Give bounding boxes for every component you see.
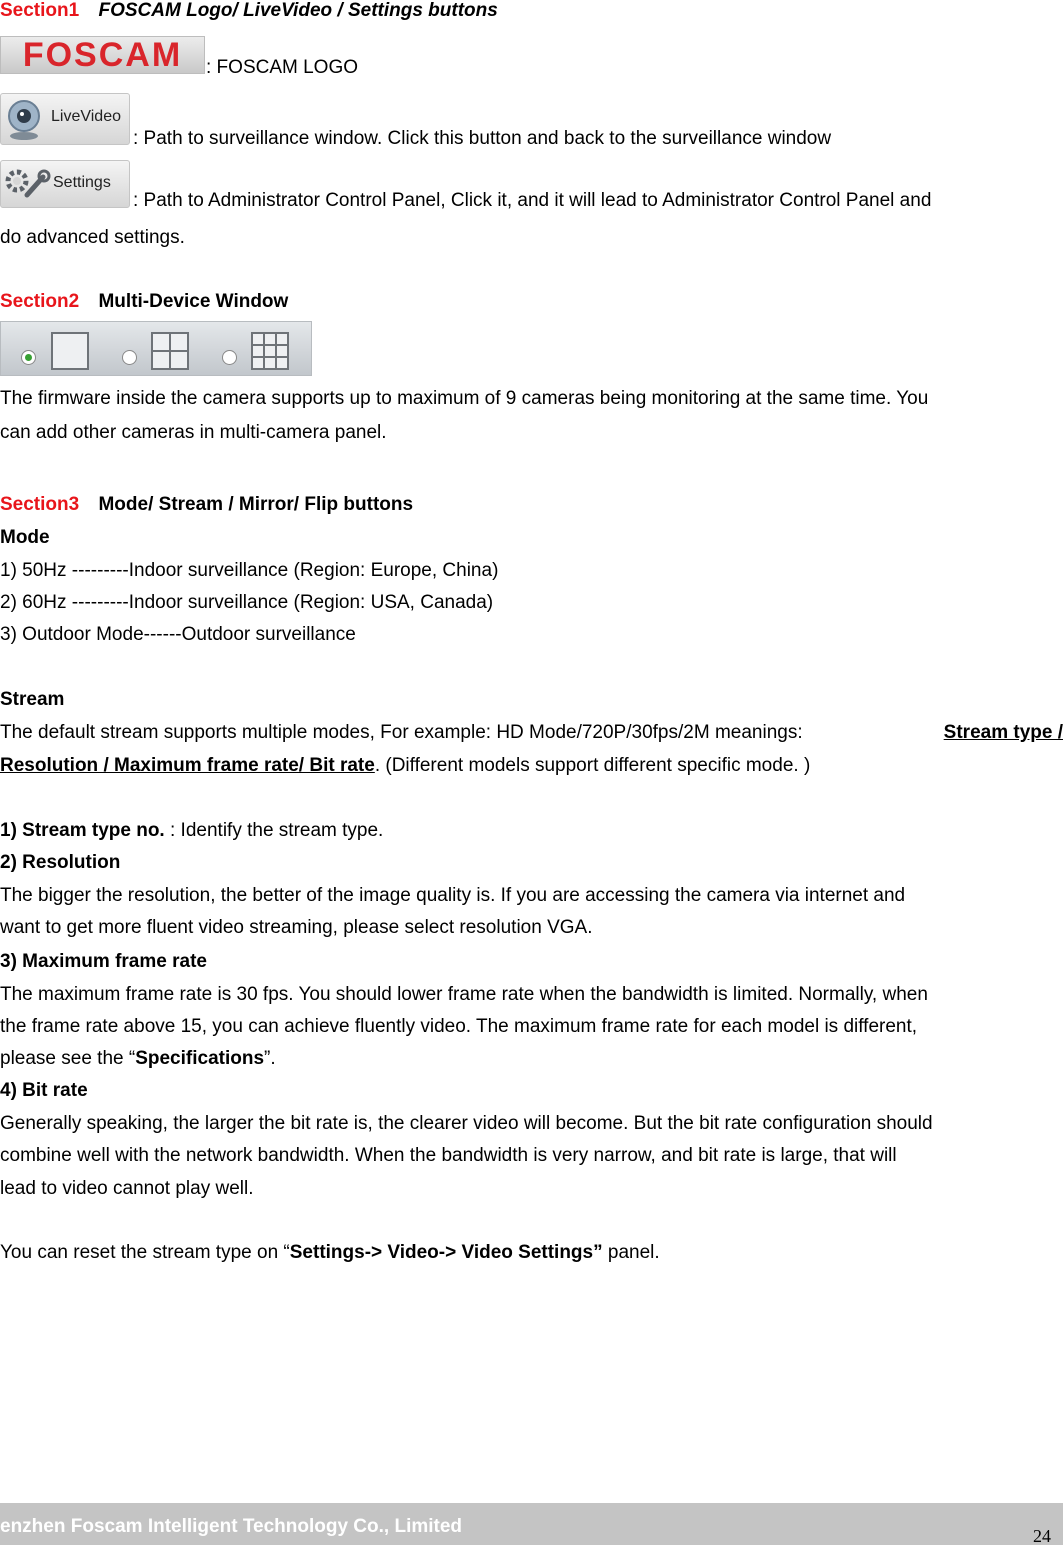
stream-line1-text: The default stream supports multiple modes, For example: HD Mode/720P/30fps/2M meanings: — [0, 722, 803, 743]
stream-line1 — [0, 722, 1063, 744]
section2-para-line2: can add other cameras in multi-camera panel. — [0, 422, 387, 443]
section1-label: Section1 — [0, 0, 80, 21]
stream-definition-cont: Resolution / Maximum frame rate/ Bit rate — [0, 755, 375, 776]
section2-heading — [0, 291, 288, 313]
settings-description: : Path to Administrator Control Panel, Click it, and it will lead to Administrator Control Panel and — [133, 190, 932, 211]
section1-heading — [0, 0, 498, 22]
livevideo-label: LiveVideo — [51, 108, 121, 125]
specifications-reference: Specifications — [135, 1048, 265, 1069]
webcam-icon — [4, 97, 48, 141]
bit-rate-line3: lead to video cannot play well. — [0, 1178, 254, 1199]
frame-rate-line3-end: ”. — [264, 1048, 276, 1069]
settings-label: Settings — [53, 174, 111, 191]
frame-rate-line2: the frame rate above 15, you can achieve fluently video. The maximum frame rate for each model is different, — [0, 1016, 918, 1037]
frame-rate-line1: The maximum frame rate is 30 fps. You should lower frame rate when the bandwidth is limited. Normally, when — [0, 984, 928, 1005]
single-view-icon — [51, 332, 89, 370]
mode-heading: Mode — [0, 527, 50, 548]
settings-path: Settings-> Video-> Video Settings” — [289, 1242, 603, 1263]
logo-description: : FOSCAM LOGO — [206, 57, 359, 78]
stream-heading: Stream — [0, 689, 65, 710]
mode-item: 1) 50Hz ---------Indoor surveillance (Region: Europe, China) — [0, 560, 499, 581]
radio-1-camera[interactable] — [21, 350, 36, 365]
section2-title: Multi-Device Window — [98, 291, 289, 312]
stream-type-item — [0, 820, 383, 842]
radio-4-cameras[interactable] — [122, 350, 137, 365]
footer-company: enzhen Foscam Intelligent Technology Co., Limited — [0, 1516, 463, 1537]
section3-heading — [0, 494, 413, 516]
stream-type-text: : Identify the stream type. — [164, 820, 384, 841]
foscam-logo-icon: FOSCAM — [0, 36, 205, 74]
multi-device-selector — [0, 321, 312, 376]
quad-view-icon — [151, 332, 189, 370]
stream-line2 — [0, 755, 810, 777]
frame-rate-line3 — [0, 1048, 276, 1070]
bit-rate-line2: combine well with the network bandwidth. When the bandwidth is very narrow, and bit rate is large, that will — [0, 1145, 897, 1166]
reset-note — [0, 1242, 660, 1264]
mode-item: 3) Outdoor Mode------Outdoor surveillance — [0, 624, 356, 645]
frame-rate-heading: 3) Maximum frame rate — [0, 951, 207, 972]
livevideo-button[interactable] — [0, 93, 130, 145]
radio-9-cameras[interactable] — [222, 350, 237, 365]
reset-note-end: panel. — [602, 1242, 660, 1263]
section2-para-line1: The firmware inside the camera supports up to maximum of 9 cameras being monitoring at the same time. You — [0, 388, 929, 409]
mode-item: 2) 60Hz ---------Indoor surveillance (Region: USA, Canada) — [0, 592, 494, 613]
nine-view-icon — [251, 332, 289, 370]
section1-title: FOSCAM Logo/ LiveVideo / Settings buttons — [98, 0, 498, 21]
page-number: 24 — [1033, 1526, 1051, 1546]
resolution-line1: The bigger the resolution, the better of the image quality is. If you are accessing the camera via internet and — [0, 885, 906, 906]
livevideo-description: : Path to surveillance window. Click this button and back to the surveillance window — [133, 128, 832, 149]
resolution-line2: want to get more fluent video streaming, please select resolution VGA. — [0, 917, 593, 938]
stream-definition-link: Stream type / — [943, 722, 1063, 743]
section2-label: Section2 — [0, 291, 80, 312]
section3-title: Mode/ Stream / Mirror/ Flip buttons — [98, 494, 414, 515]
section3-label: Section3 — [0, 494, 80, 515]
wrench-gear-icon — [3, 165, 51, 205]
stream-line2-text: . (Different models support different specific mode. ) — [374, 755, 811, 776]
bit-rate-line1: Generally speaking, the larger the bit rate is, the clearer video will become. But the bit rate configuration should — [0, 1113, 933, 1134]
bit-rate-heading: 4) Bit rate — [0, 1080, 88, 1101]
stream-type-heading: 1) Stream type no. — [0, 820, 165, 841]
settings-button[interactable] — [0, 160, 130, 208]
reset-note-text: You can reset the stream type on “ — [0, 1242, 290, 1263]
settings-description-cont: do advanced settings. — [0, 227, 185, 248]
resolution-heading: 2) Resolution — [0, 852, 121, 873]
frame-rate-line3-text: please see the “ — [0, 1048, 136, 1069]
